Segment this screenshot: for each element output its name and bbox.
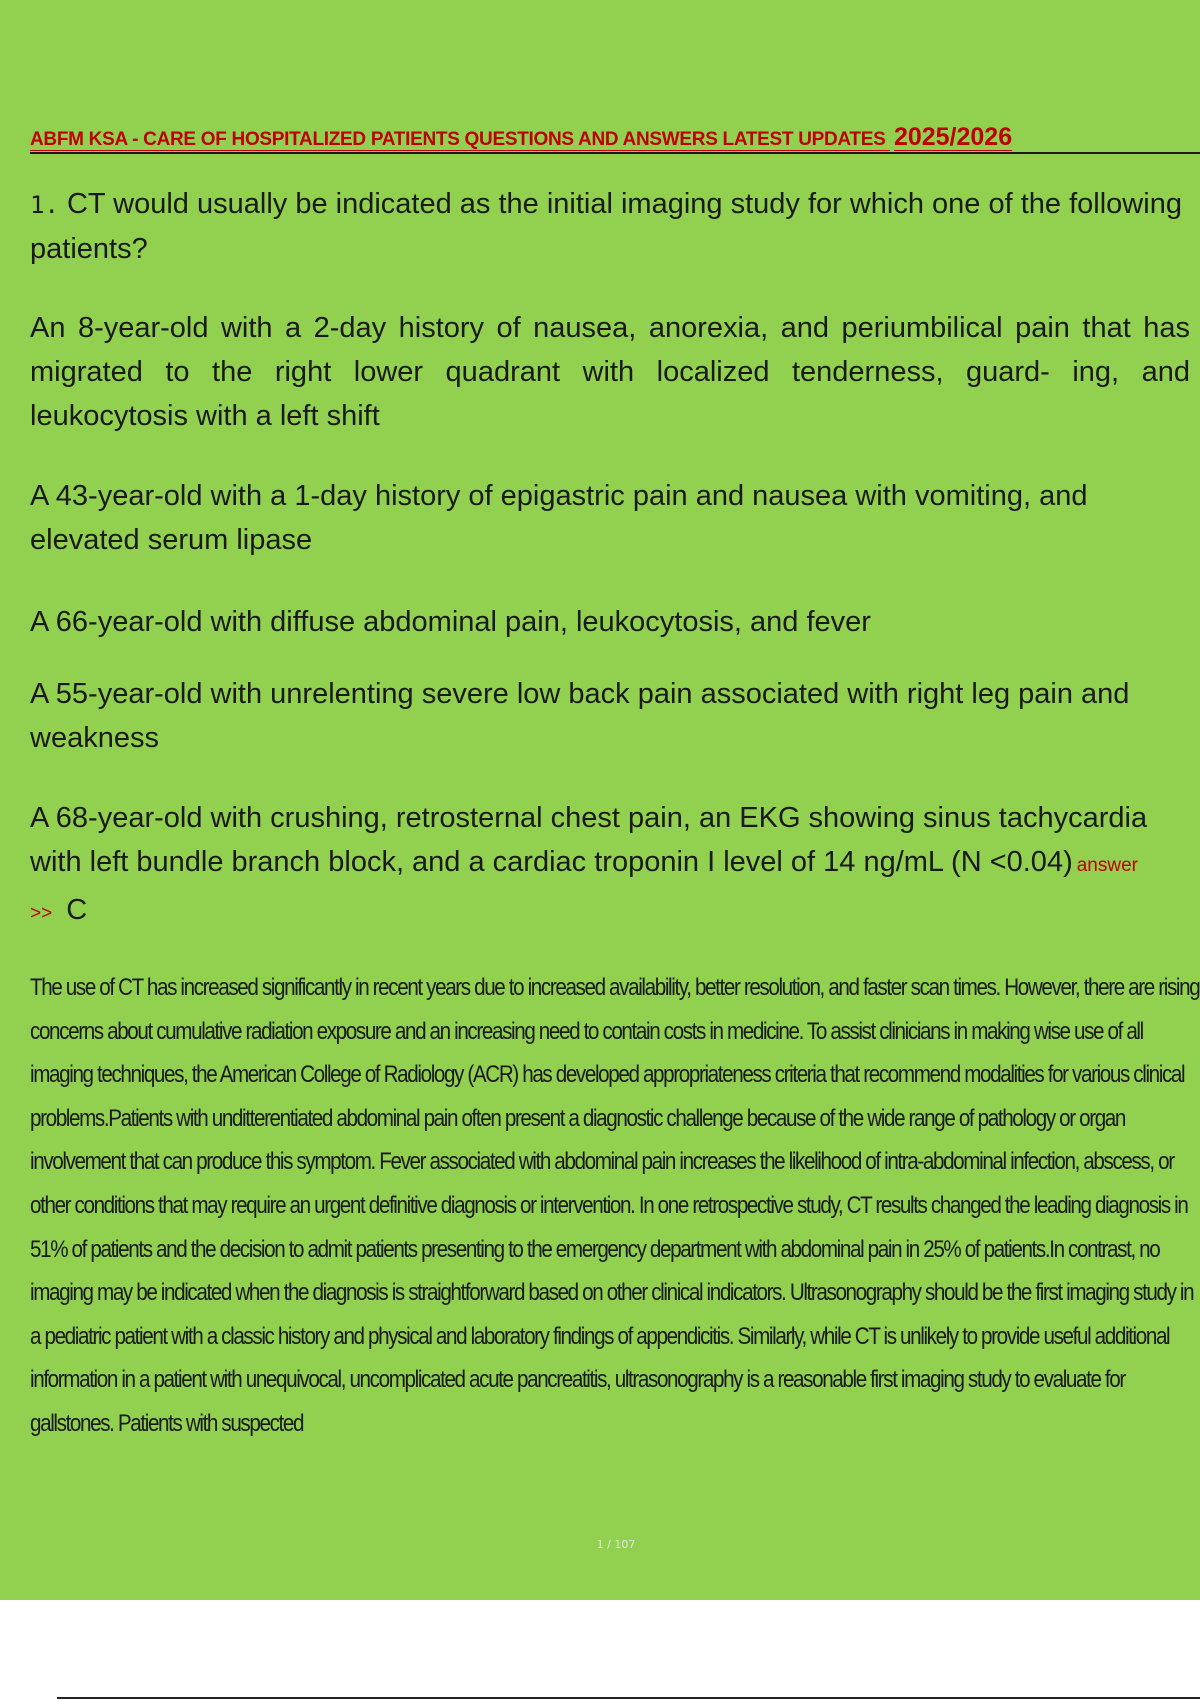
answer-option-2: A 43-year-old with a 1-day history of epigastric pain and nausea with vomiting, and elevated serum lipase <box>30 480 1088 556</box>
answer-explanation: The use of CT has increased significantly in recent years due to increased availability, better resolution, and faster scan times. However, there are rising concerns about cumulative radiation exposure and an increasing need to contain costs in medicine. To assist clinicians in making wise use of all imaging techniques, the American College of Radiology (ACR) has developed appropriateness criteria that recommend modalities for various clinical problems.Patients with unditterentiated abdominal pain often present a diagnostic challenge because of the wide range of pathology or organ involvement that can produce this symptom. Fever associated with abdominal pain increases the likelihood of intra-abdominal infection, abscess, or other conditions that may require an urgent definitive diagnosis or intervention. In one retrospective study, CT results changed the leading diagnosis in 51% of patients and the decision to admit patients presenting to the emergency department with abdominal pain in 25% of patients.In contrast, no imaging may be indicated when the diagnosis is straightforward based on other clinical indicators. Ultrasonography should be the first imaging study in a pediatric patient with a classic history and physical and laboratory findings of appendicitis. Similarly, while CT is unlikely to provide useful additional information in a patient with unequivocal, uncomplicated acute pancreatitis, ultrasonography is a reasonable first imaging study to evaluate for gallstones. Patients with suspected <box>30 974 1200 1437</box>
answer-label: answer >> <box>30 855 1138 924</box>
answer-value: C <box>66 894 88 926</box>
question-text: CT would usually be indicated as the initial imaging study for which one of the following patients? <box>30 188 1182 265</box>
answer-option-4: A 55-year-old with unrelenting severe low back pain associated with right leg pain and weakness <box>30 678 1130 754</box>
document-year: 2025/2026 <box>893 123 1013 151</box>
question-stem <box>30 182 1190 271</box>
header-divider <box>30 152 1200 154</box>
document-title: ABFM KSA - CARE OF HOSPITALIZED PATIENTS QUESTIONS AND ANSWERS LATEST UPDATES <box>30 129 886 150</box>
page-indicator: 1 / 107 <box>596 1538 636 1551</box>
answer-option-5 <box>30 796 1190 936</box>
answer-option-3: A 66-year-old with diffuse abdominal pain, leukocytosis, and fever <box>30 606 871 638</box>
bottom-divider <box>57 1697 1200 1699</box>
document-header <box>30 122 1200 156</box>
answer-option-1: An 8-year-old with a 2-day history of nausea, anorexia, and periumbilical pain that has migrated to the right lower quadrant with localized tenderness, guard- ing, and leukocytosis with a left shift <box>30 312 1190 432</box>
answer-option-5-text: A 68-year-old with crushing, retrosternal chest pain, an EKG showing sinus tachycardia with left bundle branch block, and a cardiac troponin I level of 14 ng/mL (N <0.04) <box>30 802 1148 878</box>
question-number: 1. <box>30 191 59 219</box>
